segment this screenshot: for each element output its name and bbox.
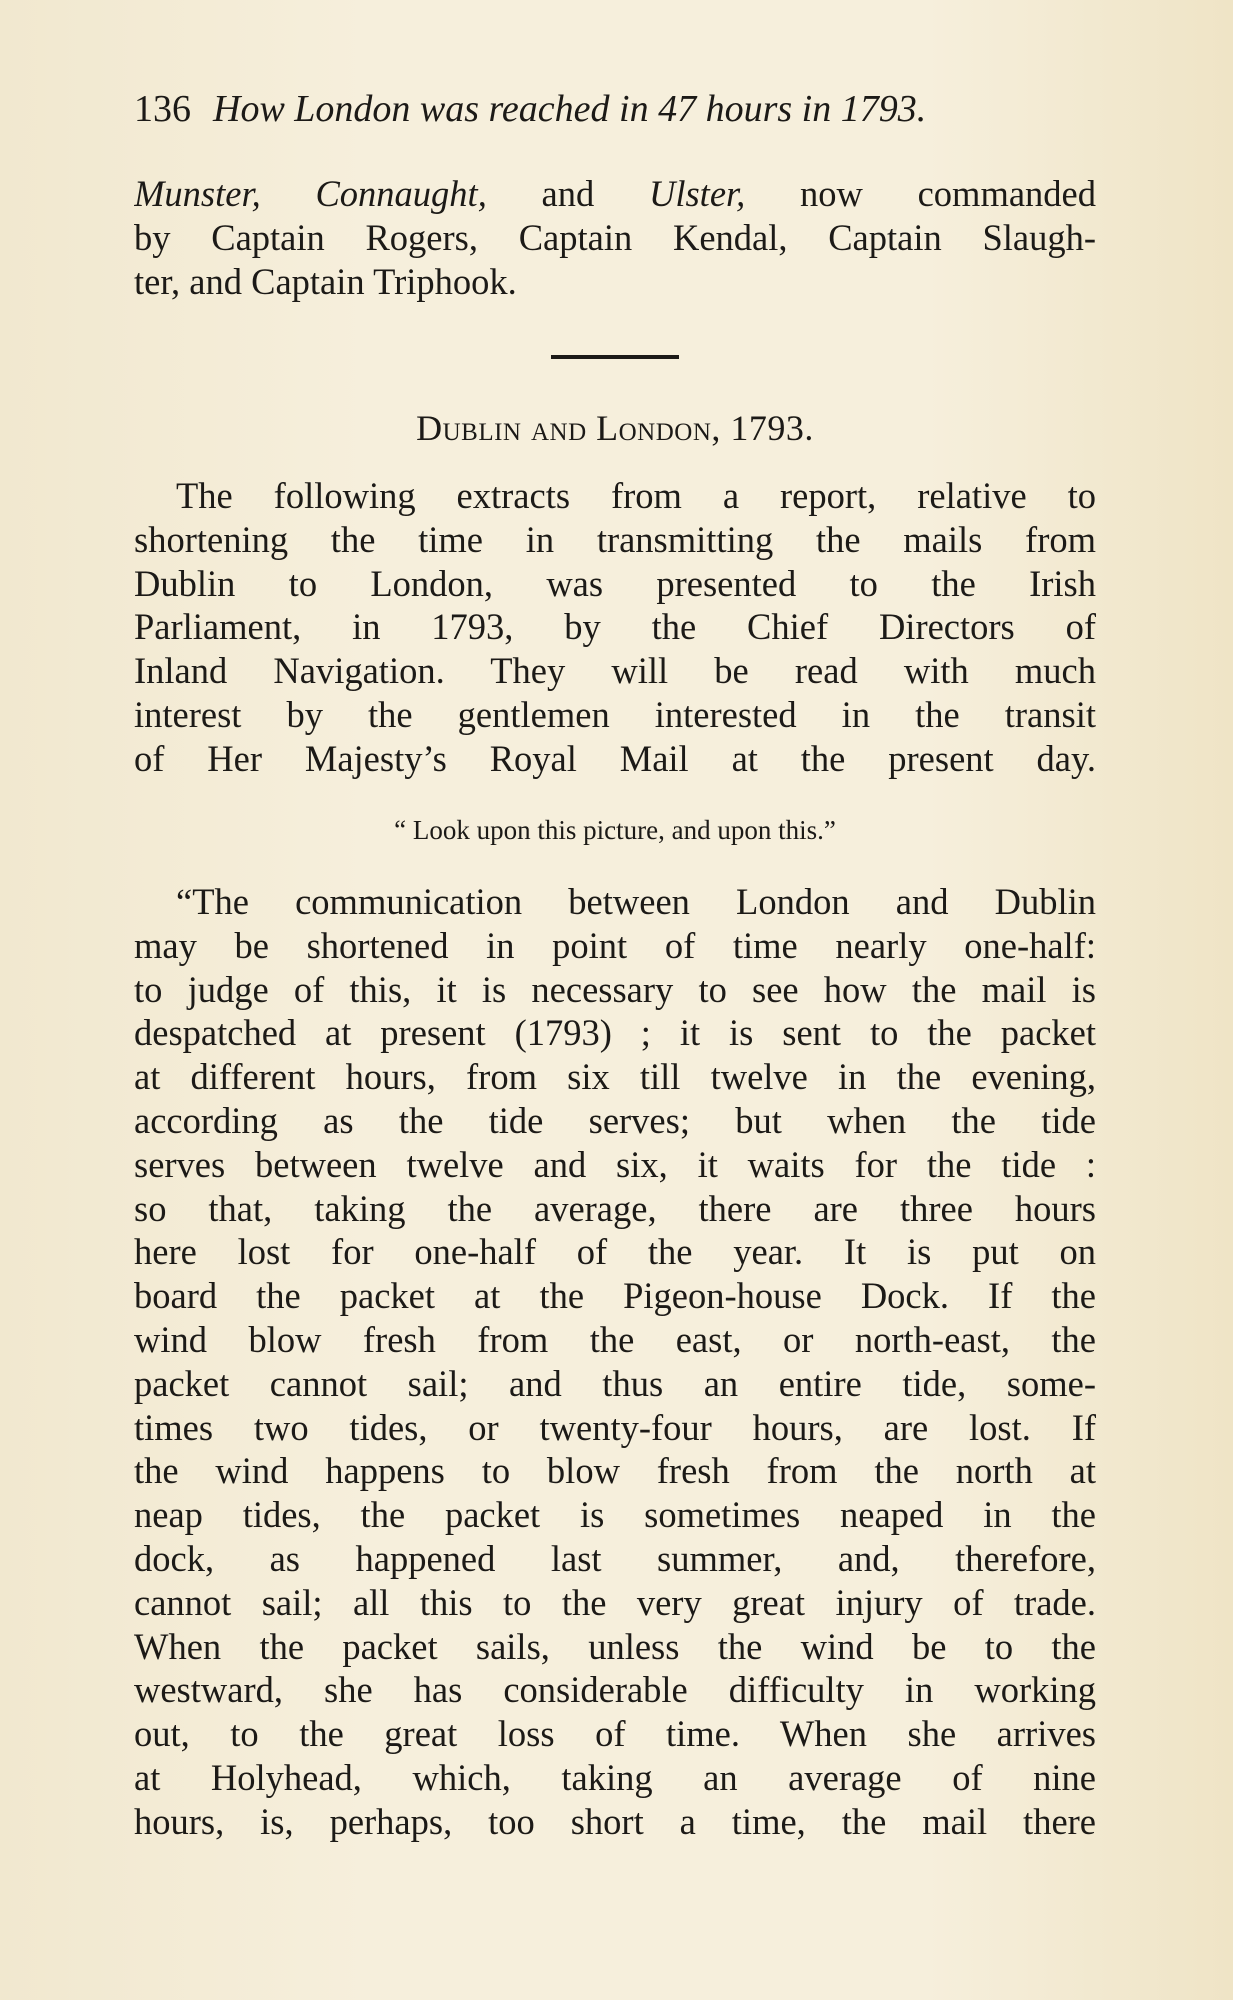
running-header	[134, 84, 1096, 134]
paragraph-line: at Holyhead, which, taking an average of nine	[134, 1756, 1096, 1798]
intro-paragraph	[134, 172, 1096, 303]
page-number: 136	[134, 88, 191, 130]
paragraph-line: the wind happens to blow fresh from the north at	[134, 1450, 1096, 1492]
paragraph-line: The following extracts from a report, relative to	[176, 475, 1096, 516]
section-heading-text: Dublin and London, 1793.	[416, 408, 814, 448]
paragraph-line: at different hours, from six till twelve in the evening,	[134, 1056, 1096, 1098]
paragraph-line: serves between twelve and six, it waits for the tide :	[134, 1143, 1096, 1185]
paragraph-line: so that, taking the average, there are three hours	[134, 1187, 1096, 1229]
paragraph-line: here lost for one-half of the year. It is put on	[134, 1231, 1096, 1273]
intro-line: Munster, Connaught, and Ulster, now commanded	[134, 173, 1096, 214]
paragraph-line: cannot sail; all this to the very great injury of trade.	[134, 1581, 1096, 1623]
paragraph-line: board the packet at the Pigeon-house Dock. If the	[134, 1275, 1096, 1317]
section-divider	[551, 355, 679, 359]
paragraph-line: wind blow fresh from the east, or north-east, the	[134, 1318, 1096, 1360]
paragraph-2	[134, 880, 1096, 1844]
paragraph-line: according as the tide serves; but when the tide	[134, 1099, 1096, 1141]
intro-line: by Captain Rogers, Captain Kendal, Captain Slaugh-	[134, 216, 1096, 258]
paragraph-line: “The communication between London and Dublin	[176, 881, 1096, 922]
paragraph-line: neap tides, the packet is sometimes neaped in the	[134, 1494, 1096, 1536]
paragraph-line: may be shortened in point of time nearly one-half:	[134, 924, 1096, 966]
running-title: How London was reached in 47 hours in 1793.	[213, 88, 927, 130]
paragraph-line: of Her Majesty’s Royal Mail at the present day.	[134, 737, 1096, 779]
paragraph-line: Inland Navigation. They will be read with much	[134, 650, 1096, 692]
paragraph-line: packet cannot sail; and thus an entire tide, some-	[134, 1362, 1096, 1404]
paragraph-line: dock, as happened last summer, and, therefore,	[134, 1537, 1096, 1579]
paragraph-line: despatched at present (1793) ; it is sent to the packet	[134, 1012, 1096, 1054]
paragraph-line: times two tides, or twenty-four hours, are lost. If	[134, 1406, 1096, 1448]
paragraph-line: Dublin to London, was presented to the Irish	[134, 562, 1096, 604]
section-heading	[134, 405, 1096, 451]
paragraph-line: to judge of this, it is necessary to see how the mail is	[134, 968, 1096, 1010]
paragraph-line: westward, she has considerable difficulty in working	[134, 1669, 1096, 1711]
paragraph-line: shortening the time in transmitting the mails from	[134, 518, 1096, 560]
paragraph-1	[134, 474, 1096, 781]
paragraph-line: When the packet sails, unless the wind be to the	[134, 1625, 1096, 1667]
intro-line: ter, and Captain Triphook.	[134, 260, 517, 302]
paragraph-line: out, to the great loss of time. When she arrives	[134, 1713, 1096, 1755]
paragraph-line: Parliament, in 1793, by the Chief Directors of	[134, 606, 1096, 648]
paragraph-line: hours, is, perhaps, too short a time, the mail there	[134, 1800, 1096, 1842]
epigraph-quote: “ Look upon this picture, and upon this.”	[394, 815, 836, 845]
paragraph-line: interest by the gentlemen interested in the transit	[134, 693, 1096, 735]
